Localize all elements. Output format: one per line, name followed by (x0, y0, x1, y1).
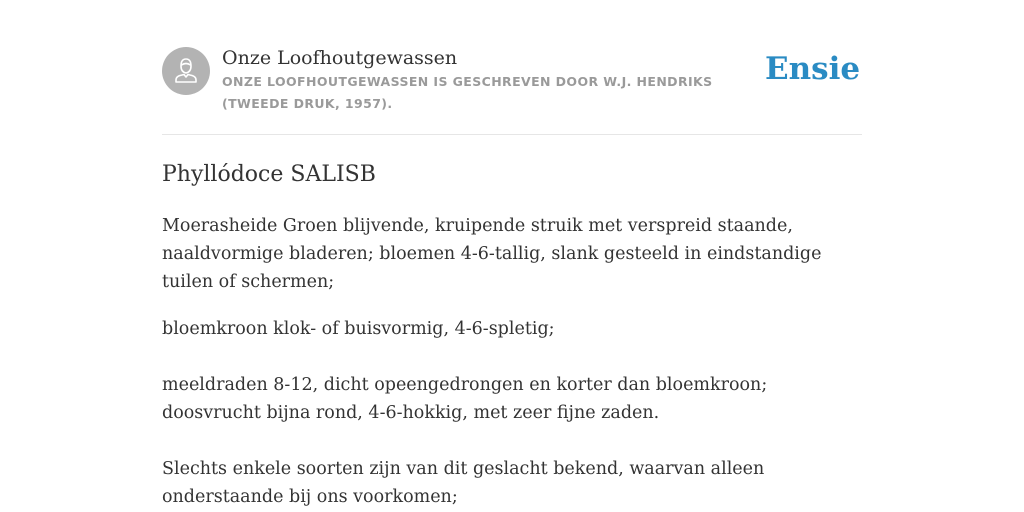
ensie-logo[interactable]: Ensie (765, 51, 861, 87)
header-divider (162, 134, 862, 135)
article-title: Phyllódoce SALISB (162, 162, 376, 187)
publication-title[interactable]: Onze Loofhoutgewassen (222, 47, 458, 69)
publication-description: ONZE LOOFHOUTGEWASSEN IS GESCHREVEN DOOR W.J. HENDRIKS (TWEEDE DRUK, 1957). (222, 74, 713, 111)
user-silhouette-icon (162, 47, 210, 95)
article-paragraph: meeldraden 8-12, dicht opeengedrongen en korter dan bloemkroon; doosvrucht bijna rond, 4-6-hokkig, met zeer fijne zaden. (162, 375, 768, 423)
author-avatar[interactable] (162, 47, 210, 95)
article-paragraph: Moerasheide Groen blijvende, kruipende struik met verspreid staande, naaldvormige bladeren; bloemen 4-6-tallig, slank gesteeld in eindstandige tuilen of schermen; (162, 216, 822, 292)
article-paragraph: bloemkroon klok- of buisvormig, 4-6-spletig; (162, 319, 555, 339)
article-paragraph: Slechts enkele soorten zijn van dit geslacht bekend, waarvan alleen onderstaande bij ons voorkomen; (162, 459, 765, 507)
